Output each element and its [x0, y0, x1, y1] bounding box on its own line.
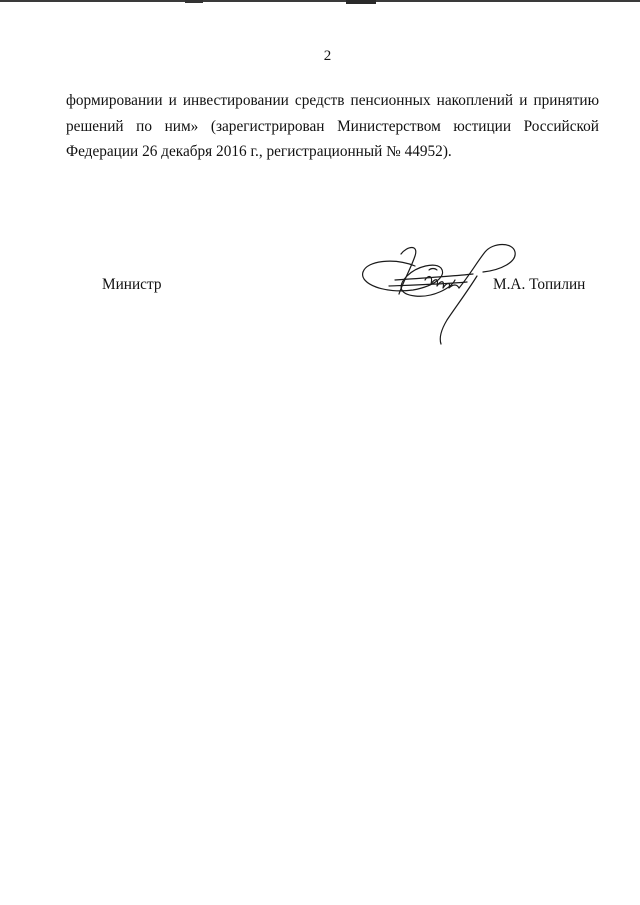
page-number: 2 — [323, 48, 332, 64]
signatory-title: Министр — [102, 276, 162, 293]
body-line-1: формировании и инвестировании средств пенсионных накоплений и принятию — [66, 92, 599, 109]
body-line-3: Федерации 26 декабря 2016 г., регистрационный № 44952). — [66, 143, 452, 160]
body-line-2: решений по ним» (зарегистрирован Министерством юстиции Российской — [66, 117, 599, 135]
scan-edge-mark — [346, 0, 376, 4]
signatory-name: М.А. Топилин — [493, 276, 586, 293]
scan-edge-mark-small — [185, 0, 203, 3]
document-body — [66, 88, 599, 165]
scan-edge-line — [0, 0, 640, 2]
